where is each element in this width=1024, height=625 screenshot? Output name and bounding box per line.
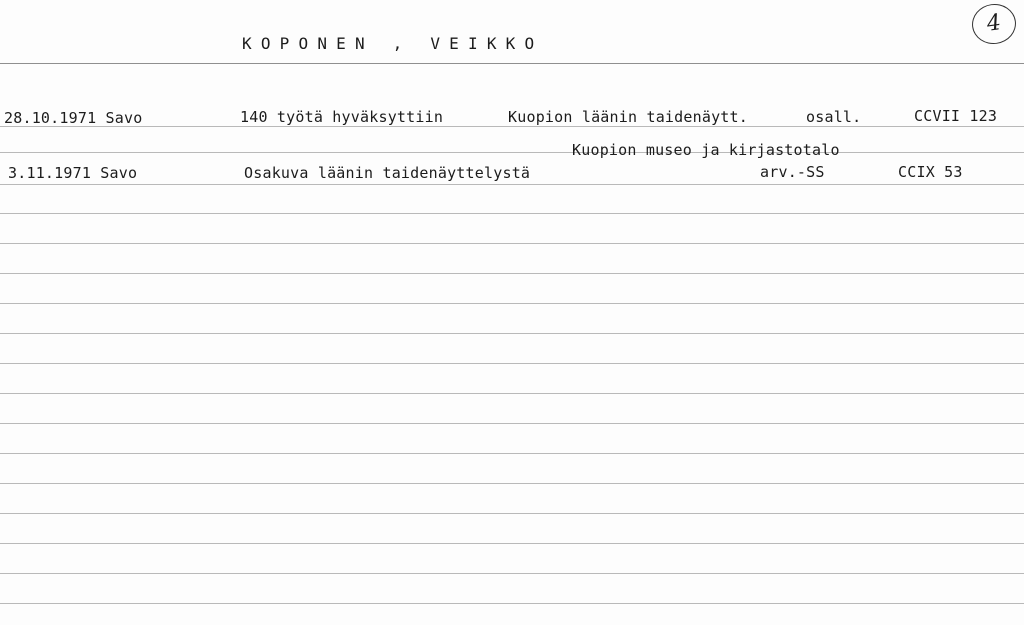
ruled-line <box>0 333 1024 334</box>
ruled-line <box>0 453 1024 454</box>
ruled-line <box>0 393 1024 394</box>
entry-2-location-above: Kuopion museo ja kirjastotalo <box>572 141 840 159</box>
ruled-line <box>0 273 1024 274</box>
card-title: KOPONEN , VEIKKO <box>242 34 544 53</box>
ruled-line <box>0 152 1024 153</box>
ruled-line <box>0 513 1024 514</box>
ruled-line <box>0 363 1024 364</box>
entry-2-description: Osakuva läänin taidenäyttelystä <box>244 164 531 182</box>
ruled-line <box>0 303 1024 304</box>
entry-2-date-place: 3.11.1971 Savo <box>8 164 138 182</box>
ruled-line <box>0 603 1024 604</box>
header-rule <box>0 63 1024 64</box>
ruled-line <box>0 213 1024 214</box>
card-number-badge: 4 <box>969 1 1018 47</box>
ruled-line <box>0 543 1024 544</box>
entry-2-note: arv.-SS <box>760 163 825 181</box>
ruled-line <box>0 423 1024 424</box>
entry-1-reference: CCVII 123 <box>914 107 998 125</box>
ruled-line <box>0 184 1024 185</box>
entry-2-reference: CCIX 53 <box>898 163 963 181</box>
ruled-line <box>0 483 1024 484</box>
entry-1-event: Kuopion läänin taidenäytt. <box>508 108 748 126</box>
entry-1-date-place: 28.10.1971 Savo <box>4 109 143 127</box>
ruled-line <box>0 243 1024 244</box>
ruled-line <box>0 573 1024 574</box>
ruled-line <box>0 126 1024 127</box>
entry-1-description: 140 työtä hyväksyttiin <box>240 108 444 126</box>
entry-1-note: osall. <box>806 108 862 126</box>
